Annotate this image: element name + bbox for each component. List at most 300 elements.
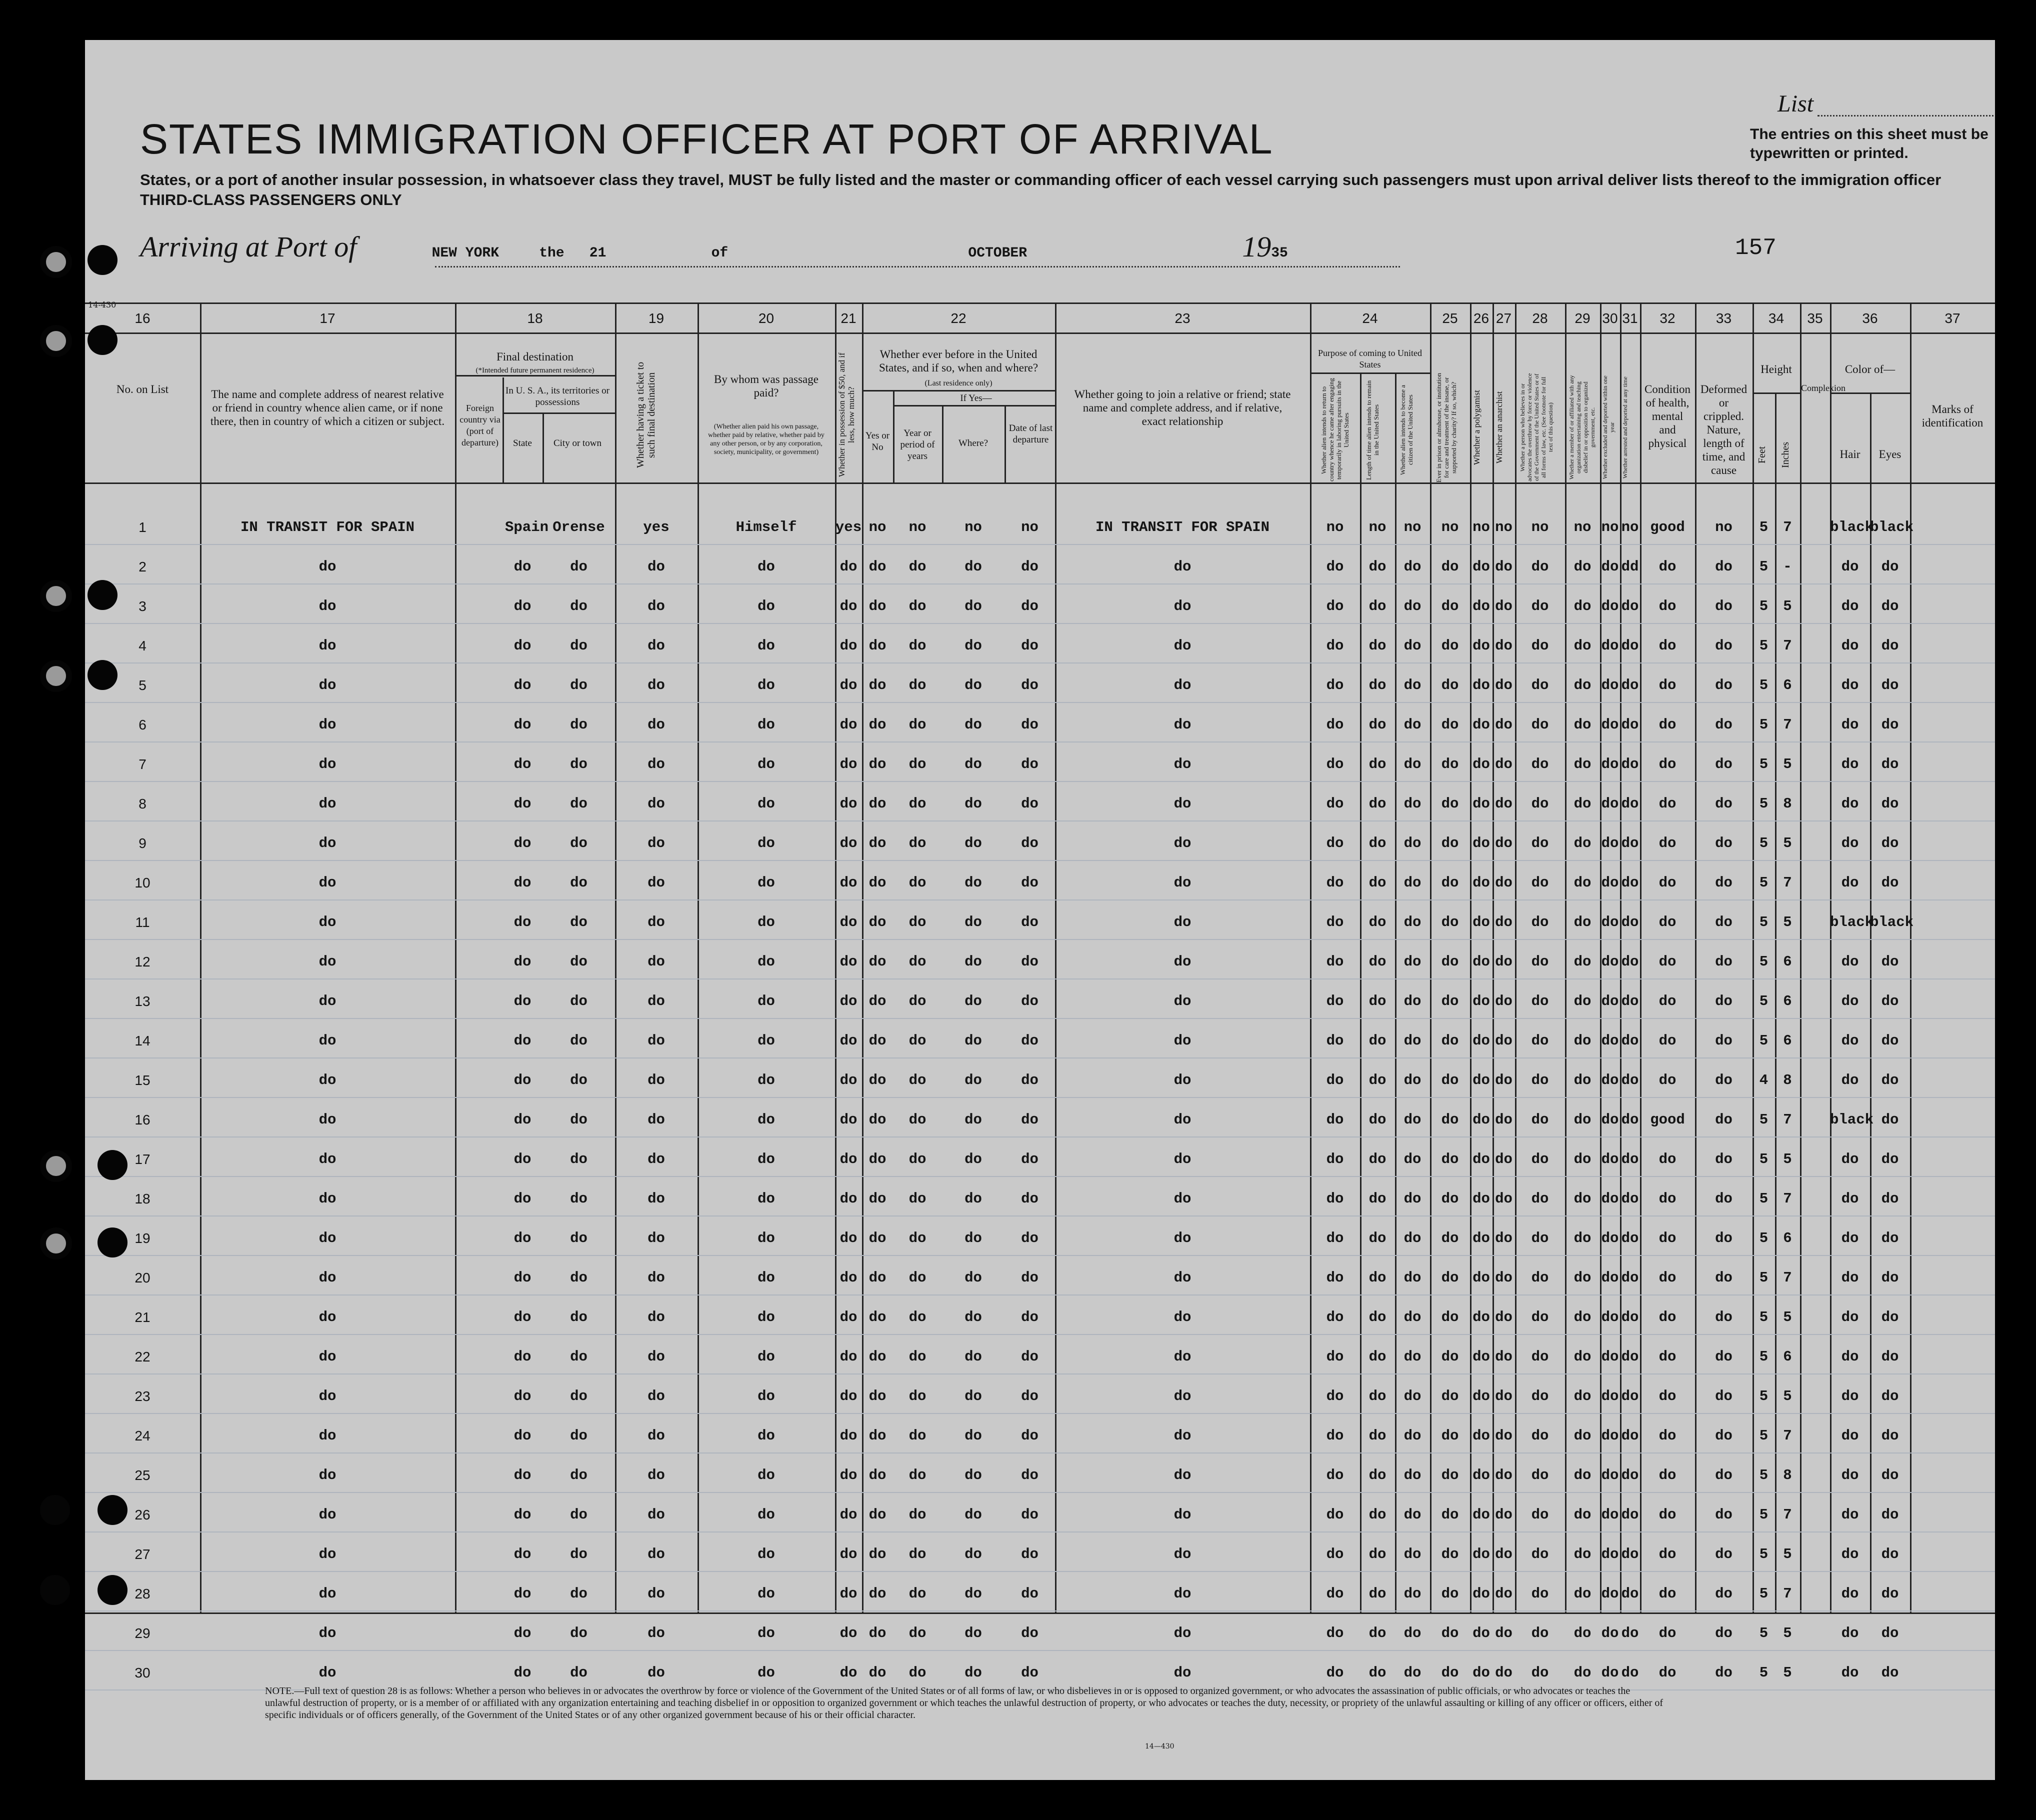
table-cell: do xyxy=(1601,638,1619,654)
row-number: 23 xyxy=(134,1388,150,1404)
table-cell: do xyxy=(1881,1664,1899,1681)
table-cell: do xyxy=(1472,1506,1490,1523)
table-cell: do xyxy=(758,1428,775,1444)
table-cell: Spain xyxy=(505,519,549,536)
table-cell: do xyxy=(1404,1428,1422,1444)
table-cell: 5 xyxy=(1759,1230,1768,1246)
table-cell: do xyxy=(1574,1151,1592,1168)
table-cell: do xyxy=(1495,1467,1512,1484)
table-cell: do xyxy=(1881,993,1899,1010)
table-cell: do xyxy=(1601,1072,1619,1088)
table-cell: do xyxy=(868,954,886,970)
table-cell: do xyxy=(1174,1112,1192,1128)
table-cell: do xyxy=(964,1625,982,1642)
column-number: 22 xyxy=(950,310,966,326)
table-cell: do xyxy=(964,874,982,891)
table-cell: do xyxy=(1404,1664,1422,1681)
table-cell: do xyxy=(840,1151,858,1168)
table-cell: do xyxy=(758,598,775,614)
table-cell: do xyxy=(570,1506,588,1523)
table-cell: do xyxy=(1601,1546,1619,1562)
table-cell: do xyxy=(1495,993,1512,1010)
table-cell: do xyxy=(1021,1348,1038,1365)
column-number: 28 xyxy=(1532,310,1548,326)
table-rule xyxy=(85,482,1995,484)
table-cell: do xyxy=(318,558,336,575)
table-cell: 5 xyxy=(1759,1664,1768,1681)
table-cell: do xyxy=(1621,1428,1639,1444)
column-header: The name and complete address of nearest relative or friend in country whence alien came, or if none there, then in country of which a citizen or subject. xyxy=(210,388,445,428)
table-cell: do xyxy=(1174,1388,1192,1404)
table-cell: do xyxy=(1574,1230,1592,1246)
table-cell: do xyxy=(758,1348,775,1365)
table-cell: do xyxy=(318,677,336,694)
table-cell: do xyxy=(1472,598,1490,614)
table-cell: do xyxy=(840,1506,858,1523)
table-cell: do xyxy=(1326,1151,1344,1168)
binder-hole xyxy=(40,246,72,278)
table-cell: do xyxy=(1881,1506,1899,1523)
table-cell: do xyxy=(908,1586,926,1602)
table-cell: do xyxy=(1495,1625,1512,1642)
table-cell: 6 xyxy=(1783,1230,1792,1246)
table-cell: do xyxy=(964,1467,982,1484)
table-cell: do xyxy=(1326,1270,1344,1286)
table-cell: do xyxy=(514,1625,532,1642)
table-cell: do xyxy=(1621,756,1639,772)
column-number: 37 xyxy=(1944,310,1960,326)
table-cell: do xyxy=(1326,1388,1344,1404)
row-number: 27 xyxy=(134,1546,150,1562)
column-number: 34 xyxy=(1768,310,1784,326)
table-cell: do xyxy=(1441,1664,1459,1681)
table-cell: do xyxy=(964,1546,982,1562)
table-cell: do xyxy=(648,954,665,970)
table-cell: do xyxy=(570,914,588,930)
row-number: 15 xyxy=(134,1072,150,1088)
table-cell: 5 xyxy=(1759,835,1768,852)
table-cell: do xyxy=(1021,914,1038,930)
table-cell: do xyxy=(1495,756,1512,772)
table-cell: do xyxy=(908,1112,926,1128)
table-cell: do xyxy=(1621,1664,1639,1681)
table-cell: do xyxy=(1531,1348,1549,1365)
table-cell: do xyxy=(1404,914,1422,930)
table-cell: Orense xyxy=(552,519,605,536)
table-cell: do xyxy=(1495,874,1512,891)
table-cell: do xyxy=(840,1625,858,1642)
table-cell: do xyxy=(1841,1664,1859,1681)
table-cell: do xyxy=(1574,1586,1592,1602)
table-cell: do xyxy=(1441,914,1459,930)
table-cell: do xyxy=(1841,598,1859,614)
table-cell: do xyxy=(1174,1072,1192,1088)
header-rule xyxy=(542,412,544,482)
table-cell: 5 xyxy=(1783,1388,1792,1404)
row-number: 19 xyxy=(134,1230,150,1246)
table-cell: do xyxy=(1404,558,1422,575)
table-cell: do xyxy=(758,1546,775,1562)
table-cell: do xyxy=(1715,1388,1732,1404)
row-number: 24 xyxy=(134,1428,150,1444)
table-cell: do xyxy=(964,835,982,852)
table-cell: do xyxy=(1472,756,1490,772)
month-value: OCTOBER xyxy=(968,246,1028,261)
binder-hole xyxy=(88,245,118,275)
table-cell: do xyxy=(1472,1664,1490,1681)
row-number: 14 xyxy=(134,1033,150,1048)
table-cell: do xyxy=(1715,1586,1732,1602)
table-cell: do xyxy=(1574,796,1592,812)
table-cell: do xyxy=(1601,835,1619,852)
table-cell: do xyxy=(570,716,588,733)
table-cell: do xyxy=(1881,558,1899,575)
table-cell: do xyxy=(964,677,982,694)
table-cell: 6 xyxy=(1783,1032,1792,1049)
table-cell: do xyxy=(1021,954,1038,970)
table-cell: do xyxy=(868,638,886,654)
binder-hole xyxy=(88,580,118,610)
table-cell: do xyxy=(1715,1112,1732,1128)
list-number-line xyxy=(1818,115,1995,116)
table-cell: do xyxy=(1404,1388,1422,1404)
table-cell: do xyxy=(318,756,336,772)
table-cell: do xyxy=(1531,1664,1549,1681)
table-cell: do xyxy=(1621,1072,1639,1088)
table-cell: do xyxy=(1881,835,1899,852)
table-cell: no xyxy=(908,519,926,536)
table-cell: 6 xyxy=(1783,993,1792,1010)
table-cell: do xyxy=(1658,1270,1676,1286)
table-cell: do xyxy=(964,598,982,614)
table-cell: do xyxy=(908,638,926,654)
table-cell: do xyxy=(1021,1506,1038,1523)
table-cell: do xyxy=(1021,1546,1038,1562)
table-cell: 5 xyxy=(1759,796,1768,812)
row-number: 29 xyxy=(134,1626,150,1641)
table-cell: do xyxy=(514,1190,532,1207)
table-cell: 5 xyxy=(1759,1506,1768,1523)
table-cell: no xyxy=(1495,519,1512,536)
column-header: Whether an anarchist xyxy=(1494,391,1504,464)
table-cell: do xyxy=(1715,677,1732,694)
table-cell: do xyxy=(758,677,775,694)
table-cell: do xyxy=(1326,1586,1344,1602)
table-cell: do xyxy=(1495,1348,1512,1365)
table-cell: do xyxy=(1715,1428,1732,1444)
table-cell: 6 xyxy=(1783,1348,1792,1365)
table-cell: do xyxy=(1621,1032,1639,1049)
table-cell: 5 xyxy=(1759,1388,1768,1404)
table-cell: do xyxy=(1531,677,1549,694)
table-cell: do xyxy=(1174,638,1192,654)
table-cell: do xyxy=(1658,1467,1676,1484)
table-cell: do xyxy=(648,598,665,614)
table-cell: do xyxy=(840,796,858,812)
column-subheader: In U. S. A., its territories or possessions xyxy=(506,386,610,408)
table-cell: do xyxy=(1441,1506,1459,1523)
table-cell: do xyxy=(318,1467,336,1484)
table-cell: do xyxy=(570,1467,588,1484)
column-header: Color of— xyxy=(1844,363,1896,376)
table-cell: 7 xyxy=(1783,1586,1792,1602)
table-cell: do xyxy=(1021,1032,1038,1049)
table-cell: do xyxy=(868,1467,886,1484)
column-subheader: Where? xyxy=(958,438,988,448)
table-cell: do xyxy=(758,1032,775,1049)
table-cell: do xyxy=(318,1506,336,1523)
table-cell: do xyxy=(514,1348,532,1365)
table-cell: do xyxy=(868,598,886,614)
table-cell: do xyxy=(1472,1270,1490,1286)
table-cell: do xyxy=(1841,1190,1859,1207)
table-cell: do xyxy=(648,1230,665,1246)
table-cell: do xyxy=(1621,1467,1639,1484)
row-number: 3 xyxy=(138,598,146,614)
table-cell: do xyxy=(1472,1388,1490,1404)
column-rule xyxy=(1910,302,1912,1612)
table-cell: do xyxy=(1574,993,1592,1010)
table-cell: do xyxy=(1021,1309,1038,1326)
table-cell: do xyxy=(1601,716,1619,733)
table-cell: do xyxy=(514,716,532,733)
table-cell: do xyxy=(648,756,665,772)
table-cell: 7 xyxy=(1783,638,1792,654)
header-rule xyxy=(455,375,615,376)
table-cell: do xyxy=(1174,1190,1192,1207)
table-cell: do xyxy=(1841,954,1859,970)
column-header: Ever in prison or almshouse, or institution for care and treatment of the insane, or supported by charity? If so, which? xyxy=(1435,372,1458,482)
table-cell: 5 xyxy=(1783,756,1792,772)
table-cell: do xyxy=(1881,796,1899,812)
table-cell: do xyxy=(1368,677,1386,694)
table-cell: do xyxy=(868,835,886,852)
table-cell: do xyxy=(1658,1664,1676,1681)
table-cell: do xyxy=(1621,1506,1639,1523)
table-cell: do xyxy=(1621,638,1639,654)
table-cell: do xyxy=(1495,1151,1512,1168)
table-cell: do xyxy=(868,1625,886,1642)
table-cell: do xyxy=(1621,1112,1639,1128)
table-cell: 5 xyxy=(1783,1625,1792,1642)
table-cell: 5 xyxy=(1759,1151,1768,1168)
table-cell: do xyxy=(318,1032,336,1049)
column-subheader: Foreign country via (port of departure) xyxy=(460,403,500,448)
table-cell: do xyxy=(868,1270,886,1286)
table-cell: do xyxy=(1326,1467,1344,1484)
table-cell: do xyxy=(758,1388,775,1404)
table-cell: do xyxy=(514,1309,532,1326)
table-cell: do xyxy=(1574,677,1592,694)
table-cell: do xyxy=(1574,1388,1592,1404)
table-cell: do xyxy=(1574,1467,1592,1484)
table-cell: do xyxy=(1715,1151,1732,1168)
table-cell: do xyxy=(570,1428,588,1444)
binder-hole xyxy=(98,1228,128,1258)
table-cell: do xyxy=(1881,874,1899,891)
column-number: 32 xyxy=(1660,310,1676,326)
table-cell: do xyxy=(840,1112,858,1128)
table-cell: do xyxy=(1495,1428,1512,1444)
table-cell: do xyxy=(908,1388,926,1404)
table-cell: do xyxy=(1621,1625,1639,1642)
table-cell: do xyxy=(1441,638,1459,654)
column-subheader: Hair xyxy=(1840,448,1860,460)
table-cell: do xyxy=(1495,1664,1512,1681)
table-cell: do xyxy=(1404,716,1422,733)
footnote-code: 14—430 xyxy=(1145,1742,1174,1750)
table-cell: do xyxy=(514,835,532,852)
table-cell: do xyxy=(1472,558,1490,575)
table-cell: do xyxy=(1841,1388,1859,1404)
table-cell: do xyxy=(1441,1546,1459,1562)
table-cell: do xyxy=(648,1112,665,1128)
table-cell: do xyxy=(514,1032,532,1049)
table-cell: do xyxy=(908,1506,926,1523)
table-cell: do xyxy=(1715,1190,1732,1207)
arriving-label: Arriving at Port of xyxy=(140,230,357,263)
table-cell: do xyxy=(1881,638,1899,654)
table-cell: 8 xyxy=(1783,796,1792,812)
table-cell: do xyxy=(1404,1467,1422,1484)
table-cell: do xyxy=(1326,1506,1344,1523)
binder-hole xyxy=(40,1150,72,1182)
table-cell: do xyxy=(1531,1428,1549,1444)
table-cell: do xyxy=(1841,1428,1859,1444)
table-cell: do xyxy=(1495,1190,1512,1207)
table-cell: do xyxy=(840,1586,858,1602)
row-number: 4 xyxy=(138,638,146,654)
table-cell: do xyxy=(1368,716,1386,733)
table-cell: 5 xyxy=(1759,993,1768,1010)
table-cell: do xyxy=(1368,638,1386,654)
table-cell: do xyxy=(1841,1625,1859,1642)
table-cell: do xyxy=(1404,1032,1422,1049)
table-cell: do xyxy=(1658,1032,1676,1049)
table-cell: do xyxy=(514,1230,532,1246)
table-cell: do xyxy=(908,1309,926,1326)
table-cell: do xyxy=(1715,1467,1732,1484)
table-cell: do xyxy=(840,716,858,733)
table-cell: 5 xyxy=(1759,874,1768,891)
column-header: Whether going to join a relative or friend; state name and complete address, and if relative, exact relationship xyxy=(1074,388,1291,428)
table-cell: do xyxy=(1472,954,1490,970)
table-cell: do xyxy=(318,716,336,733)
table-cell: do xyxy=(318,1388,336,1404)
table-cell: do xyxy=(1326,558,1344,575)
table-cell: do xyxy=(1326,914,1344,930)
table-cell: do xyxy=(1368,1664,1386,1681)
table-cell: do xyxy=(1326,1309,1344,1326)
table-cell: do xyxy=(1574,756,1592,772)
table-cell: do xyxy=(318,1112,336,1128)
table-cell: do xyxy=(840,914,858,930)
table-cell: do xyxy=(1658,558,1676,575)
table-cell: do xyxy=(648,638,665,654)
table-cell: do xyxy=(868,1190,886,1207)
arrival-line xyxy=(140,230,1288,264)
table-cell: do xyxy=(1881,1230,1899,1246)
table-cell: do xyxy=(908,993,926,1010)
table-cell: do xyxy=(1021,598,1038,614)
binder-hole xyxy=(40,1228,72,1260)
table-cell: do xyxy=(570,1151,588,1168)
table-cell: do xyxy=(1326,1032,1344,1049)
table-cell: do xyxy=(1601,1112,1619,1128)
column-subheader: If Yes— xyxy=(960,393,992,404)
row-number: 8 xyxy=(138,796,146,812)
table-cell: 5 xyxy=(1759,1467,1768,1484)
table-cell: do xyxy=(868,1151,886,1168)
table-cell: 7 xyxy=(1783,1270,1792,1286)
table-cell: do xyxy=(1368,1467,1386,1484)
column-header: Complexion xyxy=(1801,383,1846,393)
table-cell: 6 xyxy=(1783,954,1792,970)
table-cell: do xyxy=(908,796,926,812)
table-cell: do xyxy=(1441,1348,1459,1365)
column-rule xyxy=(455,302,456,1612)
table-cell: do xyxy=(1621,954,1639,970)
table-cell: do xyxy=(318,1230,336,1246)
table-cell: do xyxy=(1715,1664,1732,1681)
table-cell: do xyxy=(1368,954,1386,970)
table-cell: do xyxy=(1574,954,1592,970)
column-subheader: Whether alien intends to become a citizen of the United States xyxy=(1399,384,1414,476)
table-cell: do xyxy=(1601,874,1619,891)
table-cell: do xyxy=(1621,1586,1639,1602)
table-cell: do xyxy=(1841,796,1859,812)
column-header: By whom was passage paid? xyxy=(714,373,818,399)
table-cell: do xyxy=(1574,1112,1592,1128)
table-cell: do xyxy=(964,1388,982,1404)
table-cell: do xyxy=(868,1664,886,1681)
table-cell: do xyxy=(758,1112,775,1128)
table-cell: do xyxy=(1574,835,1592,852)
table-cell: do xyxy=(570,796,588,812)
table-cell: do xyxy=(758,1506,775,1523)
table-cell: do xyxy=(514,1270,532,1286)
table-cell: do xyxy=(1881,1467,1899,1484)
table-cell: do xyxy=(758,993,775,1010)
table-cell: do xyxy=(840,756,858,772)
table-cell: black xyxy=(1830,1112,1874,1128)
table-cell: do xyxy=(1174,993,1192,1010)
table-cell: do xyxy=(570,1546,588,1562)
table-cell: do xyxy=(1441,1032,1459,1049)
table-cell: do xyxy=(1715,1348,1732,1365)
table-cell: do xyxy=(1841,1467,1859,1484)
binder-hole xyxy=(40,1495,70,1525)
table-cell: do xyxy=(1404,677,1422,694)
table-cell: do xyxy=(840,638,858,654)
table-cell: do xyxy=(1658,1586,1676,1602)
table-cell: do xyxy=(1021,1270,1038,1286)
table-cell: do xyxy=(1368,1428,1386,1444)
table-cell: do xyxy=(318,1586,336,1602)
table-cell: good xyxy=(1650,1112,1685,1128)
table-cell: do xyxy=(1658,1230,1676,1246)
column-number: 36 xyxy=(1862,310,1878,326)
table-cell: do xyxy=(1531,1388,1549,1404)
table-cell: do xyxy=(1021,1112,1038,1128)
table-cell: do xyxy=(318,993,336,1010)
table-cell: 4 xyxy=(1759,1072,1768,1088)
table-cell: do xyxy=(1495,1112,1512,1128)
footnote: NOTE.—Full text of question 28 is as follows: Whether a person who believes in or advocates the overthrow by force or violence of the Government of the United States or of all forms of law, or who disbelieves in or is opposed to organized government, or who advocates the assassination of public officials, or who advocates or teaches the unlawful destruction of property, or is a member of or affiliated with any organization entertaining and teaching disbelief in or opposition to organized government or which teaches the unlawful destruction of property, or who advocates or teaches the duty, necessity, or propriety of the unlawful assaulting or killing of any officer or officers, either of specific individuals or of officers generally, of the Government of the United States or of any other organized government because of his or their official character. xyxy=(265,1686,1664,1720)
table-cell: do xyxy=(1368,1072,1386,1088)
table-cell: 5 xyxy=(1759,1546,1768,1562)
table-cell: do xyxy=(1531,716,1549,733)
